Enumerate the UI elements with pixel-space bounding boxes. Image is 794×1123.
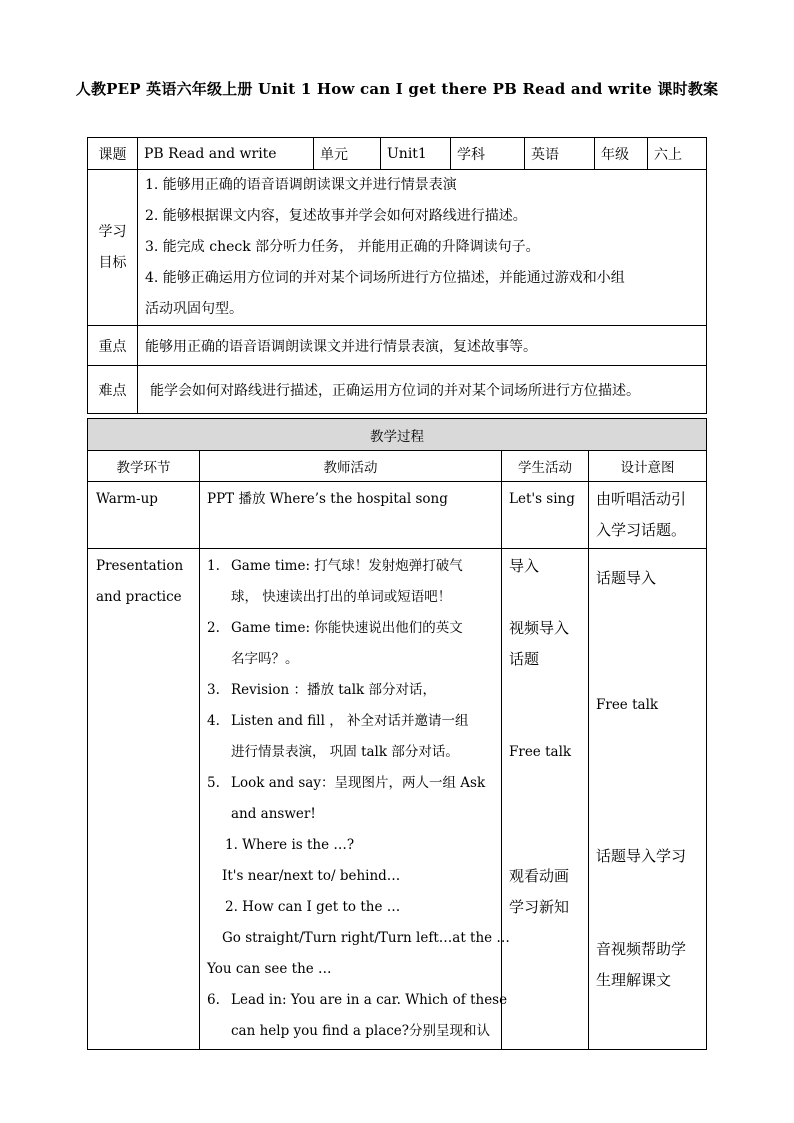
section-title: 教学过程 <box>88 419 707 451</box>
objectives-label <box>88 170 138 326</box>
objective-4: 4. 能够正确运用方位词的并对某个词场所进行方位描述，并能通过游戏和小组 <box>145 270 625 286</box>
lesson-info-table <box>87 137 707 414</box>
warmup-stage <box>88 482 200 549</box>
student-activity-3: Free talk <box>509 744 572 760</box>
presentation-stage-line-2: and practice <box>96 589 182 605</box>
question-1: 1. Where is the …? <box>225 837 355 853</box>
objectives-cell <box>138 170 707 326</box>
teacher-step-6 <box>207 985 508 1016</box>
presentation-intent <box>589 549 707 1050</box>
step-text: Lead in: You are in a car. Which of these <box>231 992 508 1008</box>
student-activity-4-cont: 学习新知 <box>509 898 570 916</box>
design-intent-2: Free talk <box>596 697 659 713</box>
teacher-step-5 <box>207 768 494 799</box>
objective-4-continued: 活动巩固句型。 <box>145 301 243 317</box>
step-text: Listen and fill ， 补全对话并邀请一组 <box>231 713 469 729</box>
teaching-process-table <box>87 418 707 1050</box>
header-teacher-activity: 教师活动 <box>200 451 502 482</box>
presentation-stage <box>88 549 200 1050</box>
step-text: Look and say：呈现图片，两人一组 Ask <box>231 775 486 791</box>
teacher-step-1 <box>207 551 494 582</box>
topic-value: PB Read and write <box>138 138 314 170</box>
unit-label: 单元 <box>314 138 381 170</box>
step-number: 3. <box>207 682 220 698</box>
header-stage: 教学环节 <box>88 451 200 482</box>
design-intent-3: 话题导入学习 <box>596 847 687 865</box>
grade-value: 六上 <box>648 138 707 170</box>
step-number: 5. <box>207 775 220 791</box>
teacher-step-4-cont: 进行情景表演， 巩固 talk 部分对话。 <box>231 744 459 760</box>
grade-label: 年级 <box>595 138 648 170</box>
teacher-step-4 <box>207 706 494 737</box>
objectives-label-line-2: 目标 <box>98 254 127 271</box>
design-intent-1: 话题导入 <box>596 569 657 587</box>
key-points-label: 重点 <box>88 326 138 366</box>
teacher-step-2 <box>207 613 494 644</box>
presentation-stage-line-1: Presentation <box>96 558 184 574</box>
objective-1: 1. 能够用正确的语音语调朗读课文并进行情景表演 <box>145 177 457 193</box>
teacher-step-3 <box>207 675 494 706</box>
warmup-intent-line-2: 入学习话题。 <box>596 521 687 539</box>
objective-2: 2. 能够根据课文内容，复述故事并学会如何对路线进行描述。 <box>145 208 527 224</box>
step-text: Game time: 你能快速说出他们的英文 <box>231 620 463 636</box>
presentation-student <box>502 549 589 1050</box>
teacher-step-6-cont: can help you find a place?分别呈现和认 <box>231 1023 491 1039</box>
answer-1: It's near/next to/ behind… <box>222 868 401 884</box>
unit-value: Unit1 <box>381 138 451 170</box>
difficulty-label: 难点 <box>88 366 138 414</box>
subject-value: 英语 <box>525 138 595 170</box>
question-2: 2. How can I get to the … <box>225 899 401 915</box>
header-design-intent: 设计意图 <box>589 451 707 482</box>
objectives-label-line-1: 学习 <box>98 223 127 240</box>
key-points-text: 能够用正确的语音语调朗读课文并进行情景表演，复述故事等。 <box>138 326 707 366</box>
teacher-step-5-cont: and answer! <box>231 806 316 822</box>
topic-label: 课题 <box>88 138 138 170</box>
student-activity-4: 观看动画 <box>509 867 570 885</box>
step-number: 1. <box>207 558 220 574</box>
difficulty-text: 能学会如何对路线进行描述，正确运用方位词的并对某个词场所进行方位描述。 <box>138 366 707 414</box>
presentation-teacher <box>200 549 510 1050</box>
table-row <box>88 549 707 1050</box>
step-number: 4. <box>207 713 220 729</box>
student-activity-1: 导入 <box>509 557 540 575</box>
step-text: Revision ：播放 talk 部分对话， <box>231 682 437 698</box>
answer-2-cont: You can see the … <box>207 961 332 977</box>
teacher-step-1-cont: 球， 快速读出打出的单词或短语吧！ <box>231 589 452 605</box>
warmup-student-text: Let's sing <box>509 491 575 507</box>
step-number: 2. <box>207 620 220 636</box>
table-row <box>88 482 707 549</box>
student-activity-2: 视频导入 <box>509 619 570 637</box>
answer-2: Go straight/Turn right/Turn left…at the … <box>222 930 510 946</box>
design-intent-4-cont: 生理解课文 <box>596 971 672 989</box>
warmup-stage-text: Warm-up <box>96 491 158 507</box>
subject-label: 学科 <box>451 138 525 170</box>
document-title: 人教PEP 英语六年级上册 Unit 1 How can I get there PB Read and write 课时教案 <box>75 80 719 98</box>
teacher-step-2-cont: 名字吗？。 <box>231 651 299 667</box>
warmup-intent-line-1: 由听唱活动引 <box>596 490 687 508</box>
header-student-activity: 学生活动 <box>502 451 589 482</box>
step-text: Game time: 打气球！发射炮弹打破气 <box>231 558 463 574</box>
objective-3: 3. 能完成 check 部分听力任务， 并能用正确的升降调读句子。 <box>145 239 540 255</box>
warmup-student <box>502 482 589 549</box>
design-intent-4: 音视频帮助学 <box>596 940 687 958</box>
warmup-intent <box>589 482 707 549</box>
student-activity-2-cont: 话题 <box>509 650 540 668</box>
step-number: 6. <box>207 992 220 1008</box>
warmup-teacher-text: PPT 播放 Where’s the hospital song <box>207 491 448 507</box>
warmup-teacher <box>200 482 502 549</box>
